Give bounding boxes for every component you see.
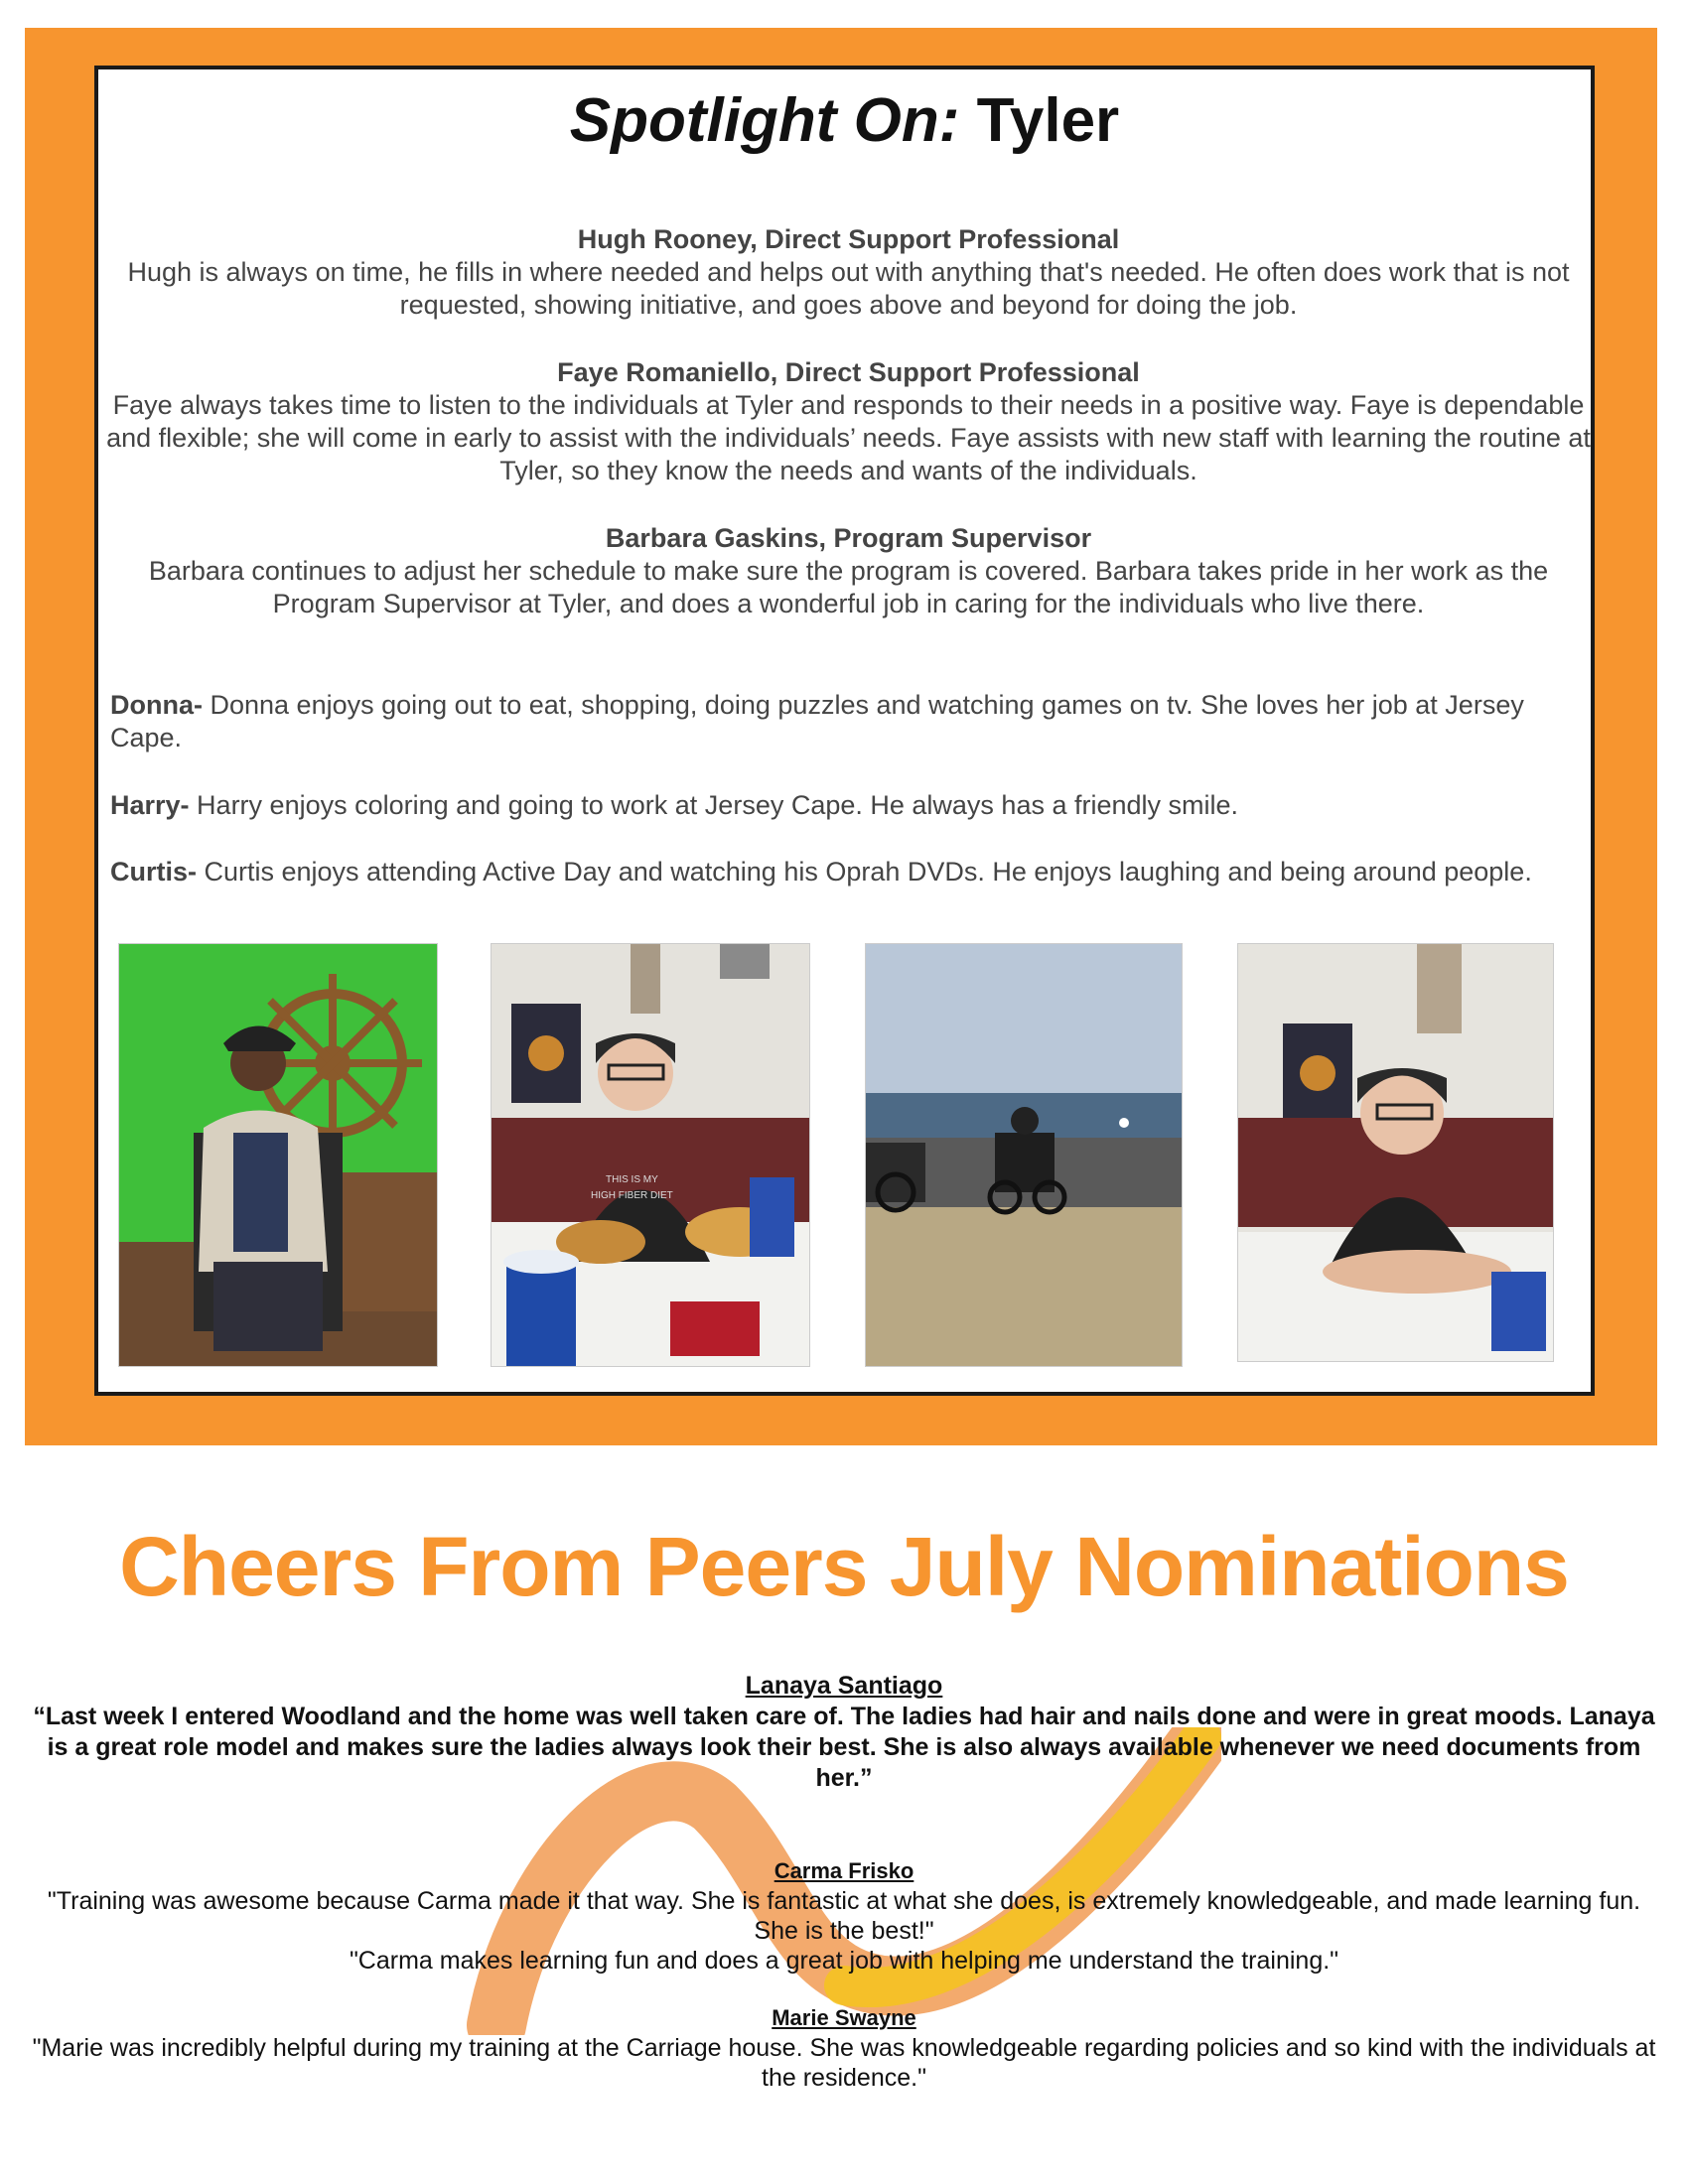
- nomination-quote: “Last week I entered Woodland and the home was well taken care of. The ladies had hair and nails done and were in great moods. Lanaya is a great role model and makes sure the ladies always look their best. She is also always available whenever we need documents from her.”: [33, 1703, 1655, 1792]
- staff-description: Faye always takes time to listen to the individuals at Tyler and responds to their needs in a positive way. Faye is dependable and flexible; she will come in early to assist with the individuals’ needs. Faye assists with new staff with learning the routine at Tyler, so they know the needs and wants of the individuals.: [106, 390, 1591, 485]
- nomination-quote: "Carma makes learning fun and does a great job with helping me understand the training.": [349, 1947, 1339, 1975]
- nomination-quote: "Marie was incredibly helpful during my training at the Carriage house. She was knowledgeable regarding policies and so kind with the individuals at the residence.": [32, 2034, 1656, 2092]
- individual-description: Donna enjoys going out to eat, shopping, doing puzzles and watching games on tv. She loves her job at Jersey Cape.: [110, 690, 1524, 752]
- individual-donna: [110, 689, 1590, 754]
- nomination-marie: [30, 2003, 1658, 2093]
- staff-entry-hugh: [106, 223, 1591, 322]
- staff-name: Hugh Rooney, Direct Support Professional: [577, 224, 1120, 254]
- individual-curtis: [110, 856, 1590, 888]
- nominee-name: Carma Frisko: [774, 1858, 914, 1883]
- staff-entry-barbara: [106, 522, 1591, 620]
- staff-name: Barbara Gaskins, Program Supervisor: [605, 523, 1092, 553]
- spotlight-title-label: Spotlight On:: [569, 86, 960, 155]
- spotlight-title: [98, 81, 1591, 161]
- individual-harry: [110, 789, 1590, 822]
- photo-restaurant-fries: [491, 943, 810, 1367]
- staff-entry-faye: [106, 356, 1591, 487]
- shirt-text-line2: HIGH FIBER DIET: [591, 1190, 673, 1201]
- photo-ship-wheel: [118, 943, 438, 1367]
- individual-name: Harry-: [110, 790, 190, 820]
- staff-description: Barbara continues to adjust her schedule to make sure the program is covered. Barbara takes pride in her work as the Program Supervisor at Tyler, and does a wonderful job in caring for the individuals who live there.: [148, 556, 1549, 618]
- individual-name: Donna-: [110, 690, 203, 720]
- nomination-carma: [30, 1856, 1658, 1976]
- individual-description: Curtis enjoys attending Active Day and watching his Oprah DVDs. He enjoys laughing and being around people.: [197, 857, 1532, 887]
- photo-waterfront-wheelchairs: [865, 943, 1183, 1367]
- staff-name: Faye Romaniello, Direct Support Professional: [557, 357, 1140, 387]
- staff-description: Hugh is always on time, he fills in where needed and helps out with anything that's needed. He often does work that is not requested, showing initiative, and goes above and beyond for doing the job.: [127, 257, 1570, 320]
- shirt-text-line1: THIS IS MY: [606, 1174, 658, 1185]
- nominee-name: Lanaya Santiago: [745, 1672, 943, 1700]
- spotlight-box: [94, 66, 1595, 1396]
- cheers-title: Cheers From Peers July Nominations: [119, 1520, 1569, 1613]
- individual-name: Curtis-: [110, 857, 197, 887]
- individual-description: Harry enjoys coloring and going to work at Jersey Cape. He always has a friendly smile.: [189, 790, 1239, 820]
- nomination-quote: "Training was awesome because Carma made it that way. She is fantastic at what she does, is extremely knowledgeable, and made learning fun. She is the best!": [47, 1887, 1641, 1945]
- spotlight-title-place: Tyler: [976, 86, 1120, 155]
- photo-restaurant-laughing: [1237, 943, 1554, 1362]
- nominee-name: Marie Swayne: [772, 2005, 916, 2030]
- nomination-lanaya: [30, 1671, 1658, 1794]
